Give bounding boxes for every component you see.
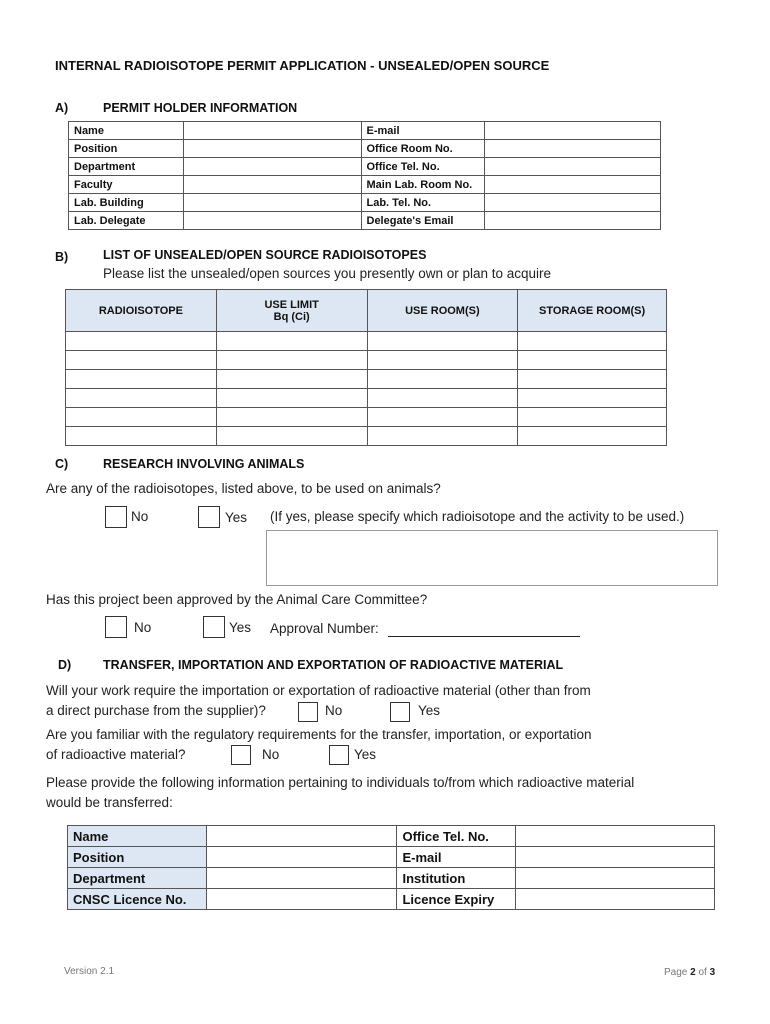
section-b-title: LIST OF UNSEALED/OPEN SOURCE RADIOISOTOPES: [103, 248, 427, 262]
transfer-institution-input[interactable]: [516, 868, 715, 889]
transfer-table: [67, 825, 715, 910]
table-cell[interactable]: [518, 389, 667, 408]
section-a-title: PERMIT HOLDER INFORMATION: [103, 101, 298, 115]
table-row: [69, 140, 661, 158]
import-no-label: No: [325, 703, 343, 718]
animals-question: Are any of the radioisotopes, listed above, to be used on animals?: [46, 481, 441, 496]
section-c-title: RESEARCH INVOLVING ANIMALS: [103, 457, 305, 471]
section-b-instruction: Please list the unsealed/open sources you presently own or plan to acquire: [103, 266, 552, 281]
field-label: E-mail: [361, 122, 485, 140]
import-yes-label: Yes: [418, 703, 441, 718]
table-cell[interactable]: [66, 427, 217, 446]
table-row: [69, 194, 661, 212]
office-tel-input[interactable]: [485, 158, 661, 176]
animals-no-label: No: [131, 509, 149, 524]
acc-no-checkbox[interactable]: [105, 616, 127, 638]
regulatory-no-label: No: [262, 747, 280, 762]
table-cell[interactable]: [367, 370, 518, 389]
table-cell[interactable]: [66, 408, 217, 427]
field-label: Delegate's Email: [361, 212, 485, 230]
office-room-input[interactable]: [485, 140, 661, 158]
animals-no-checkbox[interactable]: [105, 506, 127, 528]
field-label: E-mail: [397, 847, 516, 868]
table-cell[interactable]: [66, 332, 217, 351]
table-cell[interactable]: [367, 427, 518, 446]
table-row: [68, 889, 715, 910]
acc-yes-checkbox[interactable]: [203, 616, 225, 638]
field-label: Name: [69, 122, 184, 140]
lab-building-input[interactable]: [183, 194, 361, 212]
field-label: Department: [69, 158, 184, 176]
transfer-info-line2: would be transferred:: [46, 795, 173, 810]
col-header-use-limit: [216, 290, 367, 332]
delegate-email-input[interactable]: [485, 212, 661, 230]
section-b-letter: B): [55, 250, 69, 264]
transfer-licence-expiry-input[interactable]: [516, 889, 715, 910]
table-cell[interactable]: [216, 427, 367, 446]
import-yes-checkbox[interactable]: [390, 702, 410, 722]
field-label: Lab. Building: [69, 194, 184, 212]
section-a-letter: A): [55, 101, 69, 115]
approval-number-label: Approval Number:: [270, 621, 379, 636]
table-cell[interactable]: [518, 427, 667, 446]
table-row: [66, 389, 667, 408]
table-row: [69, 158, 661, 176]
table-cell[interactable]: [518, 370, 667, 389]
transfer-name-input[interactable]: [206, 826, 397, 847]
col-header-radioisotope: RADIOISOTOPE: [66, 290, 217, 332]
field-label: Licence Expiry: [397, 889, 516, 910]
regulatory-question-line1: Are you familiar with the regulatory requirements for the transfer, importation, or exportation: [46, 727, 592, 742]
field-label: Lab. Delegate: [69, 212, 184, 230]
field-label: Office Tel. No.: [397, 826, 516, 847]
acc-approval-question: Has this project been approved by the Animal Care Committee?: [46, 592, 428, 607]
table-cell[interactable]: [216, 351, 367, 370]
position-input[interactable]: [183, 140, 361, 158]
table-row: [66, 408, 667, 427]
animals-yes-checkbox[interactable]: [198, 506, 220, 528]
field-label: CNSC Licence No.: [68, 889, 207, 910]
table-cell[interactable]: [367, 408, 518, 427]
table-row: [66, 370, 667, 389]
transfer-position-input[interactable]: [206, 847, 397, 868]
table-row: [66, 351, 667, 370]
field-label: Position: [68, 847, 207, 868]
table-cell[interactable]: [216, 408, 367, 427]
name-input[interactable]: [183, 122, 361, 140]
section-d-title: TRANSFER, IMPORTATION AND EXPORTATION OF RADIOACTIVE MATERIAL: [103, 658, 564, 672]
lab-tel-input[interactable]: [485, 194, 661, 212]
table-row: [68, 868, 715, 889]
page-prefix: Page: [664, 967, 688, 978]
table-row: [66, 427, 667, 446]
table-header-row: [66, 290, 667, 332]
radioisotope-table: [65, 289, 667, 446]
table-cell[interactable]: [518, 408, 667, 427]
table-cell[interactable]: [367, 332, 518, 351]
regulatory-no-checkbox[interactable]: [231, 745, 251, 765]
field-label: Main Lab. Room No.: [361, 176, 485, 194]
table-cell[interactable]: [66, 389, 217, 408]
table-row: [69, 122, 661, 140]
acc-yes-label: Yes: [229, 620, 252, 635]
table-cell[interactable]: [216, 389, 367, 408]
import-question-line2: a direct purchase from the supplier)?: [46, 703, 266, 718]
page-total: 3: [709, 967, 716, 978]
field-label: Name: [68, 826, 207, 847]
import-no-checkbox[interactable]: [298, 702, 318, 722]
transfer-department-input[interactable]: [206, 868, 397, 889]
field-label: Faculty: [69, 176, 184, 194]
email-input[interactable]: [485, 122, 661, 140]
table-cell[interactable]: [518, 351, 667, 370]
col-header-use-rooms: USE ROOM(S): [367, 290, 518, 332]
regulatory-yes-label: Yes: [354, 747, 377, 762]
approval-number-input[interactable]: [388, 636, 580, 637]
table-row: [68, 826, 715, 847]
lab-delegate-input[interactable]: [183, 212, 361, 230]
table-row: [69, 176, 661, 194]
table-cell[interactable]: [216, 370, 367, 389]
main-lab-room-input[interactable]: [485, 176, 661, 194]
col-header-storage-rooms: STORAGE ROOM(S): [518, 290, 667, 332]
form-title: INTERNAL RADIOISOTOPE PERMIT APPLICATION - UNSEALED/OPEN SOURCE: [55, 58, 550, 73]
import-question-line1: Will your work require the importation or exportation of radioactive material (other than from: [46, 683, 591, 698]
use-limit-line1: USE LIMIT: [264, 298, 319, 311]
field-label: Office Room No.: [361, 140, 485, 158]
version-label: Version 2.1: [64, 966, 115, 977]
field-label: Lab. Tel. No.: [361, 194, 485, 212]
department-input[interactable]: [183, 158, 361, 176]
table-cell[interactable]: [518, 332, 667, 351]
section-d-letter: D): [58, 658, 72, 672]
transfer-email-input[interactable]: [516, 847, 715, 868]
table-cell[interactable]: [66, 370, 217, 389]
acc-no-label: No: [134, 620, 152, 635]
use-limit-line2: Bq (Ci): [273, 310, 310, 323]
regulatory-question-line2: of radioactive material?: [46, 747, 186, 762]
field-label: Institution: [397, 868, 516, 889]
animals-yes-label: Yes: [225, 510, 248, 525]
table-row: [66, 332, 667, 351]
animals-specify-text: (If yes, please specify which radioisotope and the activity to be used.): [270, 509, 685, 524]
regulatory-yes-checkbox[interactable]: [329, 745, 349, 765]
section-c-letter: C): [55, 457, 69, 471]
table-cell[interactable]: [367, 389, 518, 408]
table-cell[interactable]: [367, 351, 518, 370]
permit-holder-table: [68, 121, 661, 230]
table-row: [69, 212, 661, 230]
faculty-input[interactable]: [183, 176, 361, 194]
page-number: [664, 967, 715, 978]
transfer-cnsc-licence-input[interactable]: [206, 889, 397, 910]
field-label: Office Tel. No.: [361, 158, 485, 176]
table-cell[interactable]: [66, 351, 217, 370]
table-row: [68, 847, 715, 868]
transfer-office-tel-input[interactable]: [516, 826, 715, 847]
transfer-info-line1: Please provide the following information pertaining to individuals to/from which radioactive material: [46, 775, 635, 790]
page-current: 2: [690, 967, 696, 978]
page-of: of: [698, 967, 707, 978]
table-cell[interactable]: [216, 332, 367, 351]
animals-details-textarea[interactable]: [266, 530, 718, 586]
field-label: Department: [68, 868, 207, 889]
field-label: Position: [69, 140, 184, 158]
